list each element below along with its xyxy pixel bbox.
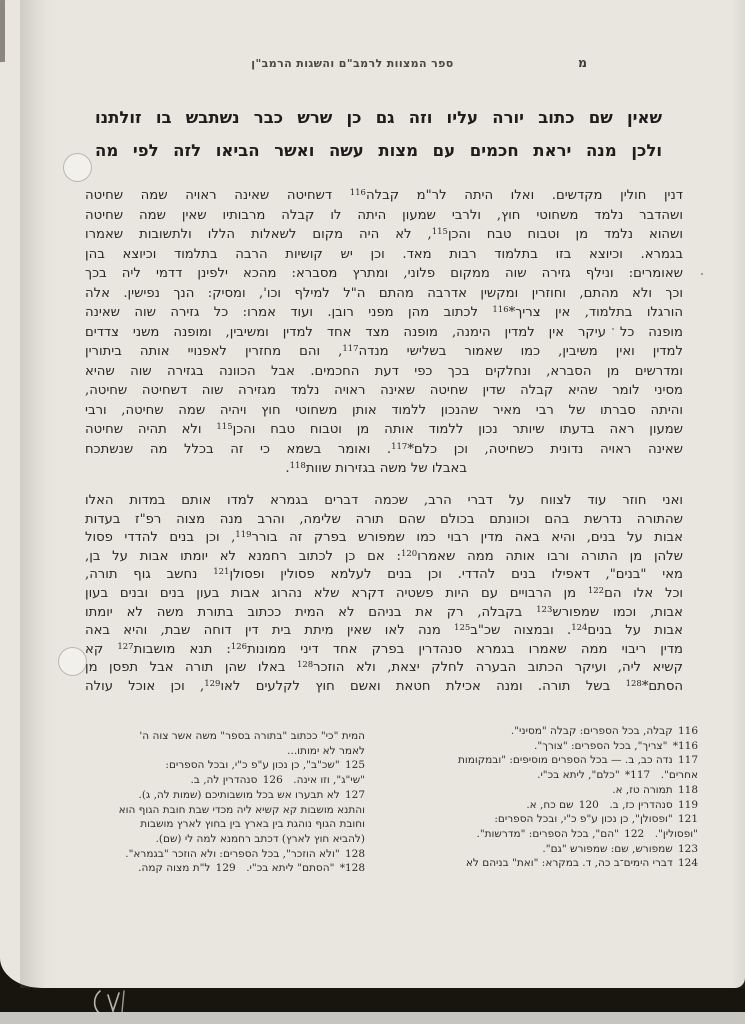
page-number: מ <box>578 55 588 70</box>
body-line: שמעון ראה בדעתו שיותר נכון ללמוד אותה מן וטבוח טבח והכן$^{115}$ ולא תהיה שחיטה <box>85 422 683 437</box>
footnote-line: 117 נדה כב, ב. — בכל הספרים מוסיפים: "ובמקומות <box>457 754 698 767</box>
body-line: דנין חולין מקדשים. ואלו היתה לר"מ קבלה$^{116}$ דשחיטה שאינה ראויה שמה שחיטה <box>85 188 683 203</box>
body-line: אבות על בנים, והיא באה מדין רבוי כמו שמפורש בפרק זה בורר$^{119}$, וכן בנים להדדי פסול <box>85 530 683 546</box>
corner-smudge <box>0 0 5 62</box>
body-line: מדין ריבוי ממה שאמרו בגמרא סנהדרין בפרק אחד דיני ממונות$^{126}$: תנא מושבות$^{127}$ קא <box>85 641 683 657</box>
footnote-line: 119 סנהדרין כז, ב. 120 שם כח, א. <box>526 798 698 811</box>
body-line: והיתה סברתו של רבי מאיר שהנכון ללמוד אותן משחוטי חוץ ויהיה שמה שחיטה, ורבי <box>85 402 683 418</box>
footnote-line: "ופסולין". 122 "הם", בכל הספרים: "מדרשות". <box>476 827 698 840</box>
body-line: שלהן מן התורה ורבו אותה ממה שאמרו$^{120}$: אם כן לכתוב רחמנא לא יומתו אבות על בן, <box>85 548 683 564</box>
body-line: שהתורה נדרשת בהם וכוונתם בכולם שהם תורה שלימה, והרב מנה מצוה רפ"ז בעדות <box>85 511 683 527</box>
body-line: שאינה ראויה נדונית כשחיטה, וכן כלם*$^{117}$. ואומר בשמא כי זה בכלל מה שנשתכח <box>85 441 683 457</box>
footnote-line: 118 תמורה טז, א. <box>612 783 698 796</box>
body-line: קשיא ליה, ועיקר הכתוב הבערה לחלק יצאת, ולא הוזכר$^{128}$ באלו שהן תורה אבל תפסן מן <box>85 660 683 676</box>
footnote-line: "שי"ג", וזו אינה. 126 סנהדרין לה, ב. <box>190 774 365 787</box>
footnote-line: אחרים". 117* "כלם", ליתא בכ"י. <box>537 769 698 782</box>
punch-hole-bottom <box>58 647 87 676</box>
footnote-line: והתנא מושבות קא קשיא ליה מכדי שבת חובת הגוף הוא <box>118 803 365 816</box>
headline-line: ולכן מנה יראת חכמים עם מצות עשה ואשר הביאו לזה לפי מה <box>95 141 662 160</box>
footnote-line: 128 "ולא הוזכר", בכל הספרים: ולא הוזכר "בגמרא". <box>125 847 365 860</box>
body-line: למדין ואין משיבין, כמו שאמור בשלישי מנדה$^{117}$, והם מחזרין לאפנויי אותה ביתורין <box>85 344 683 359</box>
body-line: הסתם*$^{128}$ בשל תורה. ומנה אכילת חטאת ואשם חוץ לקלעים לאו$^{129}$, וכן אוכל עולה <box>85 678 684 694</box>
footnote-column-left <box>80 729 365 876</box>
footnote-line: המית "כי" ככתוב "בתורה בספר" משה אשר צוה ה' <box>139 730 365 742</box>
footnote-line: 123 שמפורש, שם: שמפורש "גם". <box>542 842 698 855</box>
body-line: וכך ולא מהתם, וחוזרין ומקשין אדרבה מהתם ה"ל למילף וכו', ומסיק: הנך נפישין. אלה <box>85 285 683 301</box>
footnote-line: 116 קבלה, בכל הספרים: קבלה "מסיני". <box>510 725 698 737</box>
headline <box>95 101 662 167</box>
body-line: בגמרא. וכיוצא בזו בתלמוד רבות מאד. וכן יש קושיות הרבה בתלמוד וכיוצא בהן <box>85 246 683 262</box>
right-edge-scan-shadow <box>731 0 745 988</box>
body-line: מסיני לומר שהיא קבלה שדין שחיטה שאינה ראויה נלמד מגזירה שוה דשחיטה שחיטה, <box>85 383 683 398</box>
footnote-line: (להביא חוץ לארץ) דכתב רחמנא למה לי (שם). <box>155 832 365 845</box>
body-line: מופנה כל עיקר אין למדין הימנה, מופנה מצד אחד למדין ומשיבין, ומופנה משני צדדים <box>85 324 683 340</box>
body-line: שאומרים: ונילף גזירה שוה ממקום פלוני, ומתרץ מסברא: מהכא ילפינן דדמי ליה בכך <box>85 266 683 281</box>
footnote-line: וחובת הגוף נוהגת בין בארץ בין בחוץ לארץ מושבות <box>140 818 365 831</box>
body-paragraph-2 <box>85 492 683 697</box>
running-header-title: ספר המצוות לרמב"ם והשגות הרמב"ן <box>251 57 454 70</box>
headline-line: שאין שם כתוב יורה עליו וזה גם כן שרש כבר נשתבש בו זולתנו <box>95 108 662 127</box>
body-line: מאי "בנים", דאפילו בנים להדדי. וכן בנים לעלמא פסולין ופסולן$^{121}$ נחשב גוף תורה, <box>85 567 683 583</box>
footnote-line: לאמר לא ימותו... <box>287 744 365 757</box>
body-line: ואני חוזר עוד לצווח על דברי הרב, שכמה דברים בגמרא למדו אותם במדות האלו <box>85 493 683 508</box>
footnote-line: 125 "שכ"ב", כן נכון ע"פ כ"י, ובכל הספרים: <box>165 759 365 772</box>
body-line: ושהוא נלמד מן וטבוח טבח והכן$^{115}$, לא היה מקום לשאלות הללו ולתשובות שאמרו <box>85 227 683 242</box>
footnote-column-right <box>370 724 698 871</box>
body-line: וכל אלו הם$^{122}$ מן הרבויים עם היות פשטיה דקרא שלא נהרוג אבות בעון בנים ובנים בעון <box>85 585 684 601</box>
punch-hole-top <box>63 153 92 182</box>
body-line: אבות, וכמו שמפורש$^{123}$ בקבלה, רק את בניהם לא המית ככתוב בתורת משה לא יומתו <box>85 604 683 620</box>
ink-speck <box>701 273 703 275</box>
left-edge-scan-shadow <box>20 0 58 988</box>
footnote-line: 116* "צריך", בכל הספרים: "צורך". <box>534 739 698 752</box>
handwritten-mark <box>88 988 138 1016</box>
footnote-line: 128* "הסתם" ליתא בכ"י. 129 ל"ת מצוה קמה. <box>138 862 365 875</box>
footnote-line: 124 דברי הימים־ב כה, ד. במקרא: "ואת" בניהם לא <box>465 857 698 870</box>
body-line: ושהדבר נלמד משחוטי חוץ, ולרבי שמעון היתה לו קבלה מרבותיו שאין שמה שחיטה <box>85 207 683 223</box>
body-line: באבלו של משה בגזירות שוות$^{118}$. <box>285 461 467 476</box>
body-line: אבות על בנים$^{124}$. ובמצוה שכ"ב$^{125}$ מנה לאו שאין מיתת בית דין דוחה שבת, והיא באה <box>85 623 683 639</box>
footnote-line: 121 "ופסולן", כן נכון ע"פ כ"י, ובכל הספרים: <box>494 813 698 826</box>
body-paragraph-1 <box>85 186 683 479</box>
footnote-line: 127 לא תבערו אש בכל מושבותיכם (שמות לה, ג). <box>138 788 365 801</box>
body-line: ומדרשים מן הסברא, ונחלקים בכך כפי דעת החכמים. אבל הכוונה בגזירה שוה שהיא <box>85 363 683 379</box>
body-line: הורגלו בתלמוד, אין צריך*$^{116}$ לכתוב מהן מפני רובן. ועוד אמרו: כל גזירה שוה שאינה <box>85 305 683 320</box>
